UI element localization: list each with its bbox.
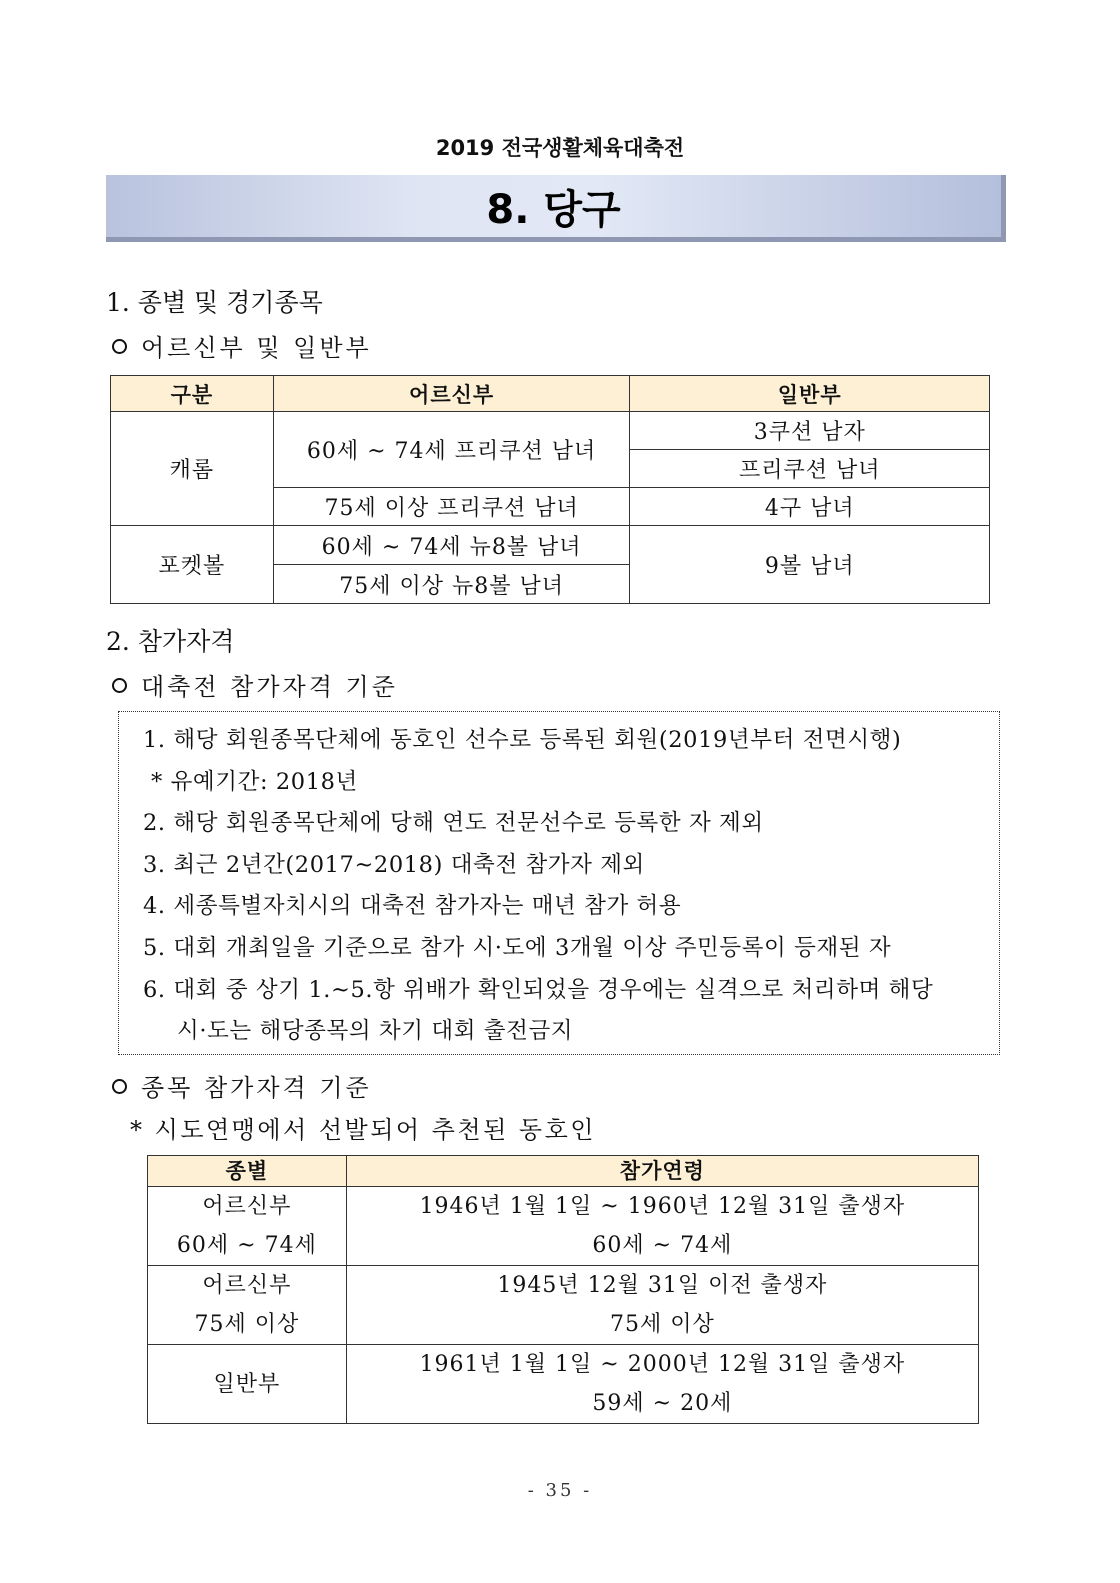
table-header: 일반부 — [630, 376, 990, 412]
bullet-text: 대축전 참가자격 기준 — [141, 673, 398, 701]
bullet-text: 종목 참가자격 기준 — [141, 1074, 372, 1102]
criteria-item: 2. 해당 회원종목단체에 당해 연도 전문선수로 등록한 자 제외 — [143, 810, 764, 837]
table-cell: 3쿠션 남자 — [630, 412, 990, 450]
division-line: 60세 ~ 74세 — [176, 1233, 317, 1258]
age-line: 1961년 1월 1일 ~ 2000년 12월 31일 출생자 — [419, 1352, 906, 1377]
table-cell: 60세 ~ 74세 뉴8볼 남녀 — [273, 526, 630, 565]
age-cell — [346, 1345, 978, 1424]
criteria-item: 3. 최근 2년간(2017~2018) 대축전 참가자 제외 — [143, 851, 645, 878]
age-line: 60세 ~ 74세 — [592, 1233, 733, 1258]
table-cell: 60세 ~ 74세 프리쿠션 남녀 — [273, 412, 630, 488]
table-header: 어르신부 — [273, 376, 630, 412]
division-cell — [148, 1266, 347, 1345]
division-line: 어르신부 — [202, 1194, 292, 1219]
banner-title: 8. 당구 — [486, 186, 621, 233]
table-header: 참가연령 — [346, 1156, 978, 1187]
table-header: 종별 — [148, 1156, 347, 1187]
events-table — [110, 375, 990, 604]
page-number: - 35 - — [527, 1480, 593, 1501]
circle-bullet-icon — [112, 678, 127, 693]
criteria-item-continuation: 시·도는 해당종목의 차기 대회 출전금지 — [177, 1018, 574, 1045]
criteria-item: 5. 대회 개최일을 기준으로 참가 시·도에 3개월 이상 주민등록이 등재된 자 — [143, 934, 892, 961]
category-pocket: 포켓볼 — [111, 526, 274, 604]
table-cell: 4구 남녀 — [630, 488, 990, 526]
age-table — [147, 1155, 979, 1424]
criteria-box — [118, 711, 1000, 1055]
circle-bullet-icon — [112, 339, 127, 354]
age-line: 1945년 12월 31일 이전 출생자 — [497, 1273, 828, 1298]
division-cell: 일반부 — [148, 1345, 347, 1424]
age-cell — [346, 1266, 978, 1345]
circle-bullet-icon — [112, 1079, 127, 1094]
table-cell: 75세 이상 뉴8볼 남녀 — [273, 565, 630, 604]
table-cell: 9볼 남녀 — [630, 526, 990, 604]
criteria-item: 1. 해당 회원종목단체에 동호인 선수로 등록된 회원(2019년부터 전면시행) — [143, 727, 902, 753]
criteria-subitem: * 유예기간: 2018년 — [151, 768, 358, 795]
section-banner — [106, 175, 1006, 242]
table-cell: 프리쿠션 남녀 — [630, 450, 990, 488]
division-line: 어르신부 — [202, 1273, 292, 1298]
category-carom: 캐롬 — [111, 412, 274, 526]
table-cell: 75세 이상 프리쿠션 남녀 — [273, 488, 630, 526]
division-line: 75세 이상 — [194, 1312, 300, 1337]
section-2-heading: 2. 참가자격 — [106, 627, 235, 656]
age-line: 75세 이상 — [610, 1312, 715, 1337]
selection-note: * 시도연맹에서 선발되어 추천된 동호인 — [130, 1116, 596, 1144]
age-line: 1946년 1월 1일 ~ 1960년 12월 31일 출생자 — [419, 1194, 906, 1219]
section-1-heading: 1. 종별 및 경기종목 — [106, 288, 323, 317]
bullet-text: 어르신부 및 일반부 — [141, 334, 372, 362]
criteria-item: 6. 대회 중 상기 1.~5.항 위배가 확인되었을 경우에는 실격으로 처리하며 해당 — [143, 976, 934, 1003]
section-1-bullet — [112, 328, 372, 363]
table-header: 구분 — [111, 376, 274, 412]
age-cell — [346, 1187, 978, 1266]
event-title: 2019 전국생활체육대축전 — [435, 136, 685, 160]
section-2-bullet-2 — [112, 1068, 372, 1103]
division-cell — [148, 1187, 347, 1266]
section-2-bullet — [112, 667, 398, 702]
age-line: 59세 ~ 20세 — [592, 1391, 733, 1416]
criteria-item: 4. 세종특별자치시의 대축전 참가자는 매년 참가 허용 — [143, 893, 682, 920]
